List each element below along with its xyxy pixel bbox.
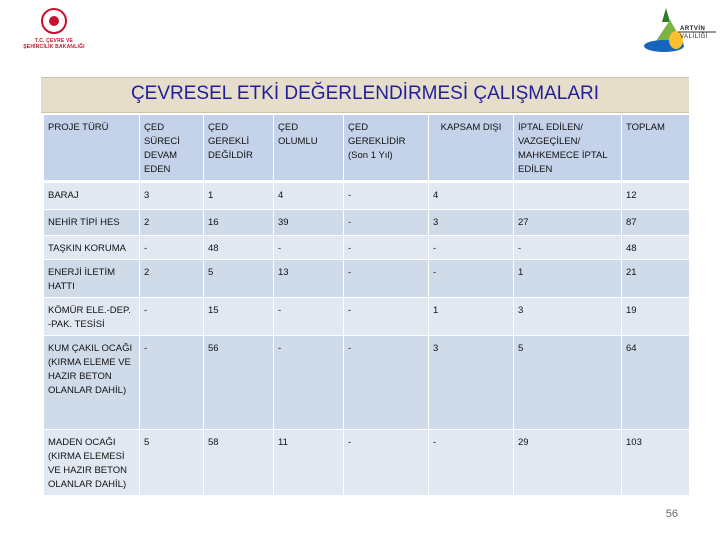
governorship-logo <box>626 4 716 54</box>
page-number: 56 <box>665 508 678 520</box>
table-cell: - <box>344 298 429 336</box>
table-cell: 19 <box>622 298 690 336</box>
table-cell: 27 <box>514 210 622 236</box>
header-ongoing: ÇED SÜRECİ DEVAM EDEN <box>140 115 204 182</box>
row-label-cell: KUM ÇAKIL OCAĞI (KIRMA ELEME VE HAZIR BETON OLANLAR DAHİL) <box>44 336 140 430</box>
table-cell <box>514 182 622 210</box>
row-label-cell: BARAJ <box>44 182 140 210</box>
row-label-cell: MADEN OCAĞI (KIRMA ELEMESİ VE HAZIR BETON OLANLAR DAHİL) <box>44 430 140 496</box>
table-cell: - <box>274 298 344 336</box>
table-row <box>44 298 690 336</box>
table-row <box>44 260 690 298</box>
row-label-cell: TAŞKIN KORUMA <box>44 236 140 260</box>
table-cell: - <box>344 430 429 496</box>
header-out-of-scope: KAPSAM DIŞI <box>429 115 514 182</box>
table-cell: - <box>344 236 429 260</box>
table-cell: 3 <box>140 182 204 210</box>
table-cell: 56 <box>204 336 274 430</box>
header-cancelled: İPTAL EDİLEN/ VAZGEÇİLEN/ MAHKEMECE İPTAL EDİLEN <box>514 115 622 182</box>
header-positive: ÇED OLUMLU <box>274 115 344 182</box>
table-cell: 4 <box>429 182 514 210</box>
row-label-cell: NEHİR TİPİ HES <box>44 210 140 236</box>
header-project-type: PROJE TÜRÜ <box>44 115 140 182</box>
table-cell: - <box>274 336 344 430</box>
table-cell: - <box>344 210 429 236</box>
table-cell: 5 <box>514 336 622 430</box>
ministry-logo-line2: ŞEHİRCİLİK BAKANLIĞI <box>23 44 85 50</box>
table-cell: 12 <box>622 182 690 210</box>
table-cell: 58 <box>204 430 274 496</box>
table-cell: - <box>140 236 204 260</box>
table-cell: 3 <box>429 336 514 430</box>
table-cell: 11 <box>274 430 344 496</box>
table-cell: - <box>429 260 514 298</box>
table-cell: - <box>274 236 344 260</box>
table-cell: 87 <box>622 210 690 236</box>
governorship-logo-line2: VALİLİĞİ <box>680 34 708 40</box>
table-cell: 21 <box>622 260 690 298</box>
table-cell: 3 <box>514 298 622 336</box>
header-not-required: ÇED GEREKLİ DEĞİLDİR <box>204 115 274 182</box>
table-cell: 13 <box>274 260 344 298</box>
table-row <box>44 236 690 260</box>
table-row <box>44 210 690 236</box>
table-cell: 1 <box>514 260 622 298</box>
table-row <box>44 336 690 430</box>
table-cell: - <box>344 260 429 298</box>
table-cell: - <box>140 336 204 430</box>
row-label-cell: KÖMÜR ELE.-DEP. -PAK. TESİSİ <box>44 298 140 336</box>
table-cell: 1 <box>429 298 514 336</box>
table-cell: - <box>429 236 514 260</box>
ministry-logo-line1: T.C. ÇEVRE VE <box>34 38 74 44</box>
table-cell: 103 <box>622 430 690 496</box>
table-cell: 48 <box>204 236 274 260</box>
table-cell: 16 <box>204 210 274 236</box>
table-header-row <box>44 115 690 182</box>
table-cell: 3 <box>429 210 514 236</box>
eia-table <box>43 114 690 496</box>
ministry-seal-icon <box>41 8 67 34</box>
table-cell: 39 <box>274 210 344 236</box>
row-label-cell: ENERJİ İLETİM HATTI <box>44 260 140 298</box>
table-cell: - <box>344 182 429 210</box>
table-cell: 1 <box>204 182 274 210</box>
table-cell: - <box>140 298 204 336</box>
table-row <box>44 182 690 210</box>
table-cell: - <box>344 336 429 430</box>
table-cell: 4 <box>274 182 344 210</box>
title-band <box>41 77 689 113</box>
ministry-logo <box>18 8 90 60</box>
table-cell: 29 <box>514 430 622 496</box>
table-cell: - <box>429 430 514 496</box>
governorship-logo-line1: ARTVİN <box>680 26 706 32</box>
header-total: TOPLAM <box>622 115 690 182</box>
table-cell: 48 <box>622 236 690 260</box>
header-required: ÇED GEREKLİDİR (Son 1 Yıl) <box>344 115 429 182</box>
table-cell: 5 <box>204 260 274 298</box>
table-cell: 2 <box>140 260 204 298</box>
table-row <box>44 430 690 496</box>
table-cell: - <box>514 236 622 260</box>
table-cell: 15 <box>204 298 274 336</box>
table-cell: 2 <box>140 210 204 236</box>
page-title: ÇEVRESEL ETKİ DEĞERLENDİRMESİ ÇALIŞMALARI <box>130 83 600 104</box>
table-cell: 64 <box>622 336 690 430</box>
table-cell: 5 <box>140 430 204 496</box>
